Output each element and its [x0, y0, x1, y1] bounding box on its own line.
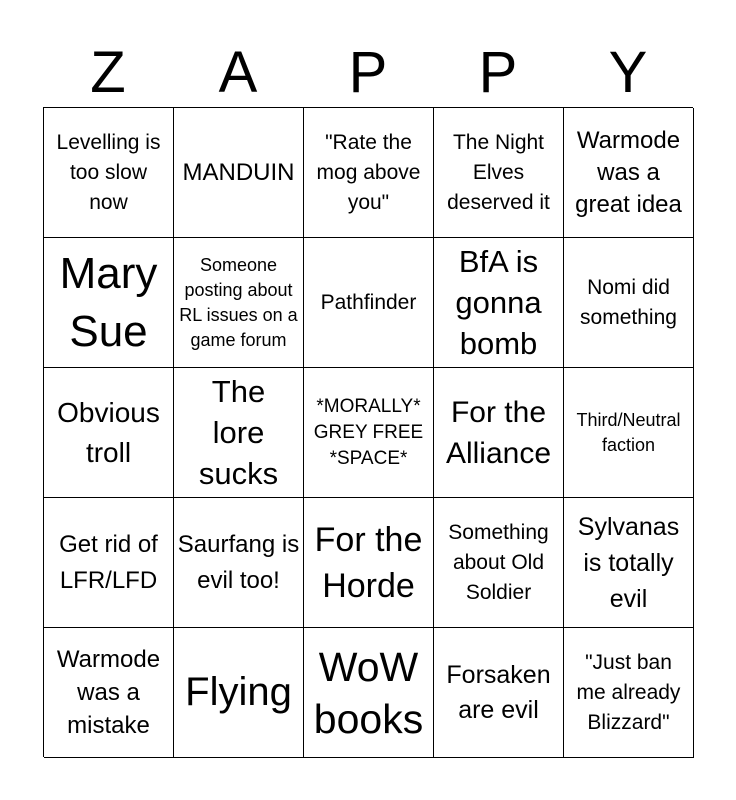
- header-letter-z: Z: [90, 40, 126, 105]
- bingo-cell-text: Someone posting about RL issues on a game forum: [179, 254, 298, 350]
- bingo-cell[interactable]: [564, 108, 694, 238]
- bingo-cell-text: For the Horde: [314, 520, 423, 605]
- bingo-cell-text: "Rate the mog above you": [316, 130, 421, 214]
- bingo-cell[interactable]: [44, 628, 174, 758]
- bingo-cell-text: WoW books: [313, 643, 424, 742]
- bingo-cell[interactable]: [434, 628, 564, 758]
- bingo-cell-text: For the Alliance: [445, 395, 552, 470]
- bingo-cell[interactable]: [304, 238, 434, 368]
- free-space-text: *MORALLY* GREY FREE *SPACE*: [313, 395, 424, 469]
- bingo-cell-text: Something about Old Soldier: [448, 520, 549, 604]
- bingo-cell[interactable]: [564, 368, 694, 498]
- bingo-cell-text: Nomi did something: [580, 275, 677, 329]
- bingo-cell-text: Mary Sue: [59, 248, 158, 356]
- header-letter-p2: P: [478, 40, 518, 105]
- bingo-cell[interactable]: [434, 368, 564, 498]
- bingo-cell-text: The Night Elves deserved it: [447, 130, 550, 214]
- bingo-cell-text: Obvious troll: [57, 396, 160, 468]
- bingo-cell[interactable]: [174, 368, 304, 498]
- bingo-cell-text: Forsaken are evil: [446, 660, 551, 724]
- bingo-cell[interactable]: [44, 238, 174, 368]
- bingo-cell[interactable]: [174, 498, 304, 628]
- bingo-cell-text: BfA is gonna bomb: [455, 244, 542, 361]
- header-letter-a: A: [218, 40, 258, 105]
- bingo-cell[interactable]: [434, 108, 564, 238]
- bingo-cell[interactable]: [44, 498, 174, 628]
- bingo-cell[interactable]: [44, 368, 174, 498]
- bingo-cell[interactable]: [174, 628, 304, 758]
- bingo-cell-text: Pathfinder: [320, 290, 417, 314]
- bingo-cell[interactable]: [174, 108, 304, 238]
- bingo-cell[interactable]: [564, 628, 694, 758]
- header-letter-y: Y: [608, 40, 648, 105]
- bingo-cell free-space[interactable]: [304, 368, 434, 498]
- bingo-cell[interactable]: [564, 238, 694, 368]
- bingo-board: [43, 107, 693, 757]
- header-letter-p1: P: [348, 40, 388, 105]
- bingo-cell[interactable]: [174, 238, 304, 368]
- bingo-cell[interactable]: [304, 108, 434, 238]
- bingo-cell-text: Sylvanas is totally evil: [577, 512, 680, 613]
- bingo-cell-text: Warmode was a mistake: [56, 646, 161, 739]
- bingo-header: [43, 40, 693, 106]
- bingo-cell-text: The lore sucks: [198, 374, 279, 491]
- bingo-cell-text: Flying: [185, 670, 292, 714]
- bingo-cell-text: "Just ban me already Blizzard": [576, 650, 681, 734]
- bingo-cell-text: MANDUIN: [182, 158, 295, 186]
- bingo-cell[interactable]: [564, 498, 694, 628]
- bingo-cell[interactable]: [304, 628, 434, 758]
- bingo-cell-text: Get rid of LFR/LFD: [59, 530, 158, 594]
- bingo-cell[interactable]: [44, 108, 174, 238]
- bingo-cell-text: Saurfang is evil too!: [177, 530, 300, 594]
- bingo-cell-text: Third/Neutral faction: [576, 409, 681, 455]
- bingo-cell-text: Levelling is too slow now: [56, 130, 161, 214]
- bingo-cell[interactable]: [434, 498, 564, 628]
- bingo-cell-text: Warmode was a great idea: [575, 126, 682, 218]
- bingo-cell[interactable]: [304, 498, 434, 628]
- bingo-cell[interactable]: [434, 238, 564, 368]
